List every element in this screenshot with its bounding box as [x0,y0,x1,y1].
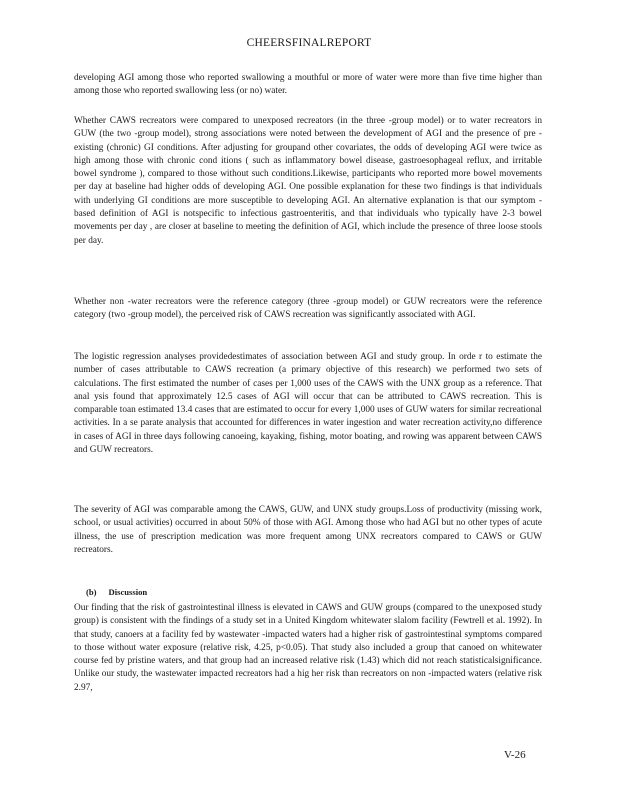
report-header: CHEERSFINALREPORT [246,37,372,49]
paragraph-discussion: Our finding that the risk of gastrointestinal illness is elevated in CAWS and GUW groups (compared to the unexposed study group) is consistent with the findings of a study set in a United Kingdom whitewater slalom facility (Fewtrell et al. 1992). In that study, canoers at a facility fed by wastewater -impacted waters had a higher risk of gastrointestinal symptoms compared to those without water exposure (relative risk, 4.25, p<0.05). That study also included a group that canoed on whitewater course fed by pristine waters, and that group had an increased relative risk (1.43) which did not reach statisticalsignificance. Unlike our study, the wastewater impacted recreators had a hig her risk than recreators on non -impacted waters (relative risk 2.97, [74,603,542,693]
page-number: V-26 [504,749,526,761]
section-number: (b) [86,587,97,597]
paragraph-severity: The severity of AGI was comparable among the CAWS, GUW, and UNX study groups.Loss of productivity (missing work, school, or usual activities) occurred in about 50% of those with AGI. Among those who had AGI but no other types of acute illness, the use of prescription medication was more frequent among UNX recreators compared to CAWS or GUW recreators. [74,505,542,555]
paragraph-logistic-regression: The logistic regression analyses providedestimates of association between AGI and study group. In orde r to estimate the number of cases attributable to CAWS recreation (a primary objective of this research) we performed two sets of calculations. The first estimated the number of cases per 1,000 uses of the CAWS with the UNX group as a reference. That anal ysis found that approximately 12.5 cases of AGI will occur that can be attributed to CAWS recreation. This is comparable toan estimated 13.4 cases that are estimated to occur for every 1,000 uses of GUW waters for similar recreational activities. In a se parate analysis that accounted for differences in water ingestion and water recreation activity,no difference in cases of AGI in three days following canoeing, kayaking, fishing, motor boating, and rowing was apparent between CAWS and GUW recreators. [74,352,542,456]
section-title: Discussion [108,587,148,597]
section-heading [86,587,147,597]
paragraph-perceived-risk: Whether non -water recreators were the reference category (three -group model) or GUW recreators were the reference category (two -group model), the perceived risk of CAWS recreation was significantly associated with AGI. [74,297,542,321]
paragraph-chronic-gi-conditions: Whether CAWS recreators were compared to unexposed recreators (in the three -group model) or to water recreators in GUW (the two -group model), strong associations were noted between the development of AGI and the presence of pre -existing (chronic) GI conditions. After adjusting for groupand other covariates, the odds of developing AGI were twice as high among those with chronic cond itions ( such as inflammatory bowel disease, gastroesophageal reflux, and irritable bowel syndrome ), compared to those without such conditions.Likewise, participants who reported more bowel movements per day at baseline had higher odds of developing AGI. One possible explanation for these two findings is that individuals with underlying GI conditions are more susceptible to developing AGI. An alternative explanation is that our symptom -based definition of AGI is notspecific to infectious gastroenteritis, and that individuals who typically have 2-3 bowel movements per day , are closer at baseline to meeting the definition of AGI, which include the presence of three loose stools per day. [74,116,542,246]
paragraph-water-swallowing: developing AGI among those who reported swallowing a mouthful or more of water were more than five time higher than among those who reported swallowing less (or no) water. [74,73,542,97]
